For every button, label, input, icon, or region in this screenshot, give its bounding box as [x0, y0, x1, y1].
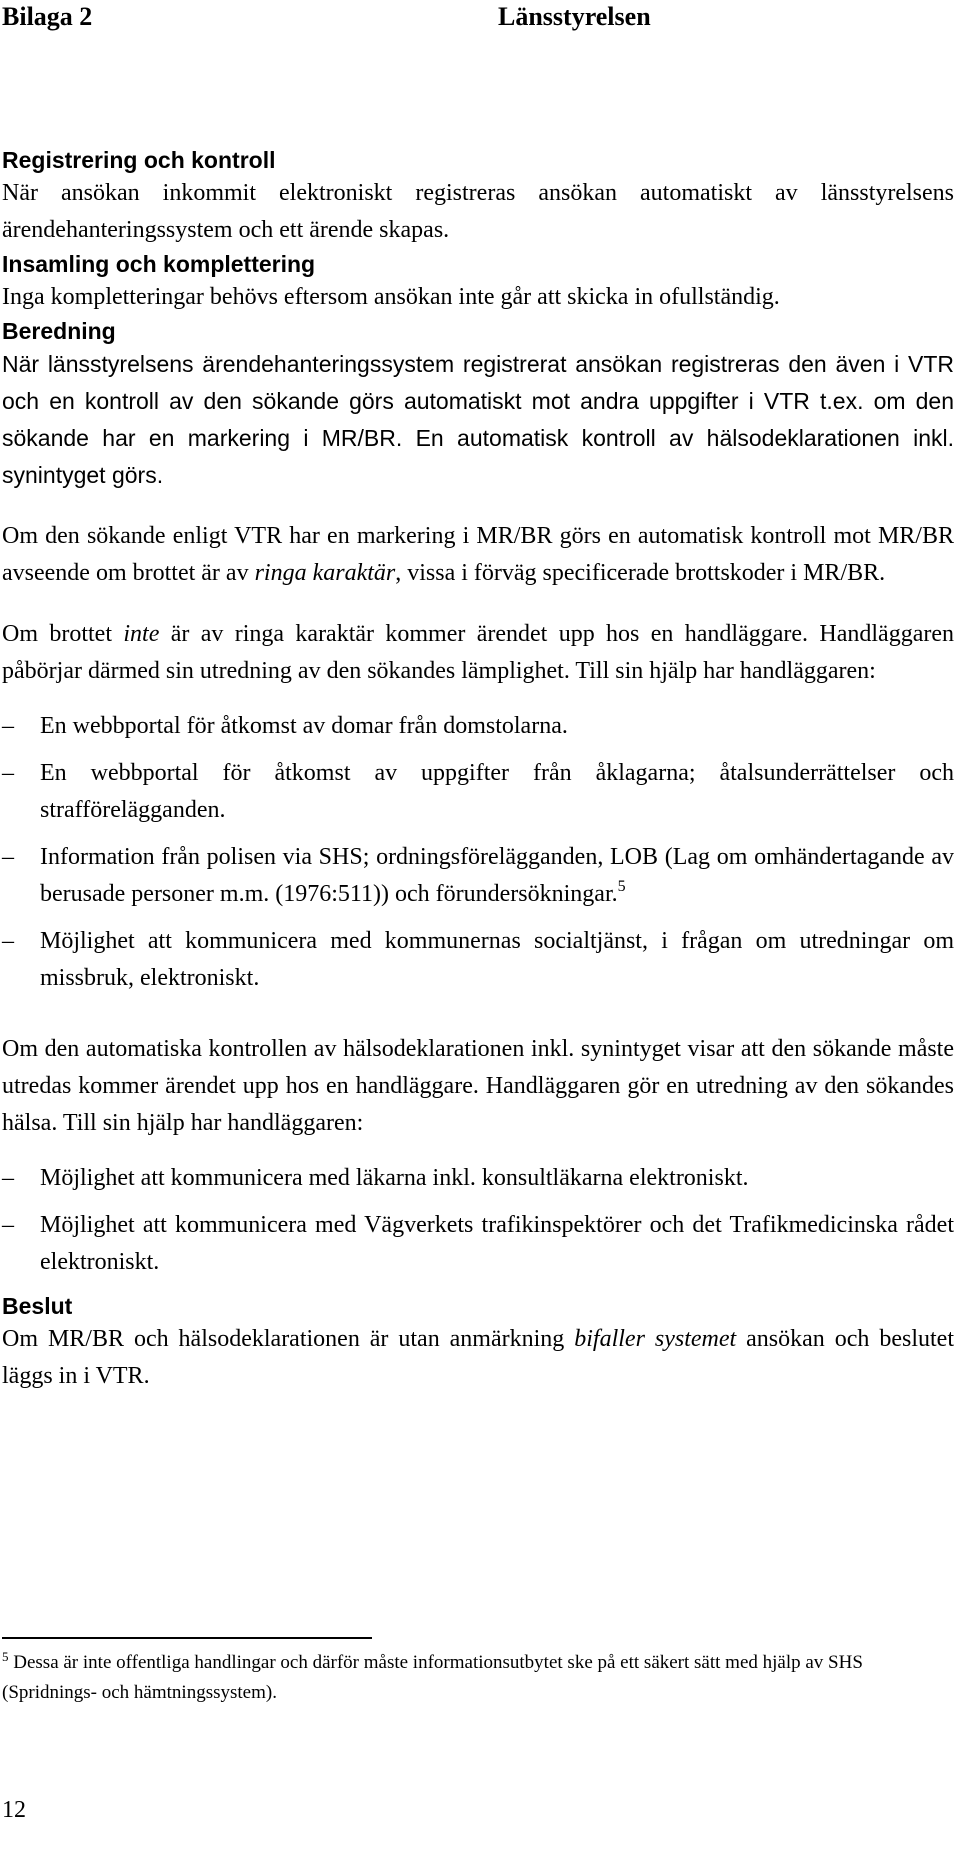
page-number: 12	[2, 1797, 26, 1823]
list-item: – En webbportal för åtkomst av uppgifter från åklagarna; åtalsunderrättelser och strafförelägganden.	[2, 755, 954, 829]
list-item: – Information från polisen via SHS; ordningsförelägganden, LOB (Lag om omhändertagande av berusade personer m.m. (1976:511)) och förundersökningar.$^5$	[2, 839, 954, 913]
paragraph-registrering: När ansökan inkommit elektroniskt registreras ansökan automatiskt av länsstyrelsens ärendehanteringssystem och ett ärende skapas.	[2, 180, 954, 243]
list-item: – En webbportal för åtkomst av domar från domstolarna.	[2, 708, 954, 745]
list-health-tools	[2, 1160, 954, 1281]
heading-registrering: Registrering och kontroll	[2, 147, 276, 173]
footnote-number: 5	[2, 1649, 9, 1664]
paragraph-beredning-4: Om den automatiska kontrollen av hälsodeklarationen inkl. synintyget visar att den sökande måste utredas kommer ärendet upp hos en handläggare. Handläggaren gör en utredning av den sökandes hälsa. Till sin hjälp har handläggaren:	[2, 1036, 954, 1136]
paragraph-insamling: Inga kompletteringar behövs eftersom ansökan inte går att skicka in ofullständig.	[2, 284, 780, 310]
list-item: – Möjlighet att kommunicera med kommunernas socialtjänst, i frågan om utredningar om missbruk, elektroniskt.	[2, 923, 954, 997]
list-dash: –	[2, 713, 14, 739]
emphasis-bifaller-systemet: bifaller systemet	[574, 1326, 737, 1352]
header-authority-label: Länsstyrelsen	[498, 2, 651, 31]
list-dash: –	[2, 760, 14, 786]
footnote-divider	[2, 1637, 372, 1639]
document-body	[2, 145, 954, 1395]
heading-beslut: Beslut	[2, 1293, 73, 1319]
paragraph-beslut: Om MR/BR och hälsodeklarationen är utan anmärkning bifaller systemet ansökan och beslutet läggs in i VTR.	[2, 1326, 955, 1389]
list-dash: –	[2, 1165, 14, 1191]
list-dash: –	[2, 1212, 14, 1238]
emphasis-inte: inte	[123, 621, 160, 647]
footnote-reference: 5	[617, 878, 626, 895]
paragraph-beredning-2: Om den sökande enligt VTR har en markering i MR/BR görs en automatisk kontroll mot MR/BR avseende om brottet är av ringa karaktär, vissa i förväg specificerade brottskoder i MR/BR.	[2, 523, 954, 586]
footnote	[2, 1648, 954, 1708]
list-handlaggare-tools	[2, 708, 954, 997]
list-dash: –	[2, 844, 14, 870]
list-item: – Möjlighet att kommunicera med läkarna inkl. konsultläkarna elektroniskt.	[2, 1160, 954, 1197]
footnote-text: Dessa är inte offentliga handlingar och därför måste informationsutbytet ske på ett säkert sätt med hjälp av SHS (Spridnings- och hämtningssystem).	[2, 1652, 863, 1703]
heading-beredning: Beredning	[2, 318, 116, 344]
emphasis-ringa-karaktar: ringa karaktär	[254, 560, 396, 586]
header-appendix-label: Bilaga 2	[2, 2, 93, 31]
paragraph-beredning-1: När länsstyrelsens ärendehanteringssystem registrerat ansökan registreras den även i VTR och en kontroll av den sökande görs automatiskt mot andra uppgifter i VTR t.ex. om den sökande har en markering i MR/BR. En automatisk kontroll av hälsodeklarationen inkl. synintyget görs.	[2, 351, 954, 488]
list-item: – Möjlighet att kommunicera med Vägverkets trafikinspektörer och det Trafikmedicinska rådet elektroniskt.	[2, 1207, 954, 1281]
paragraph-beredning-3: Om brottet inte är av ringa karaktär kommer ärendet upp hos en handläggare. Handläggaren påbörjar därmed sin utredning av den sökandes lämplighet. Till sin hjälp har handläggaren:	[2, 621, 954, 684]
list-dash: –	[2, 928, 14, 954]
heading-insamling: Insamling och komplettering	[2, 251, 316, 277]
